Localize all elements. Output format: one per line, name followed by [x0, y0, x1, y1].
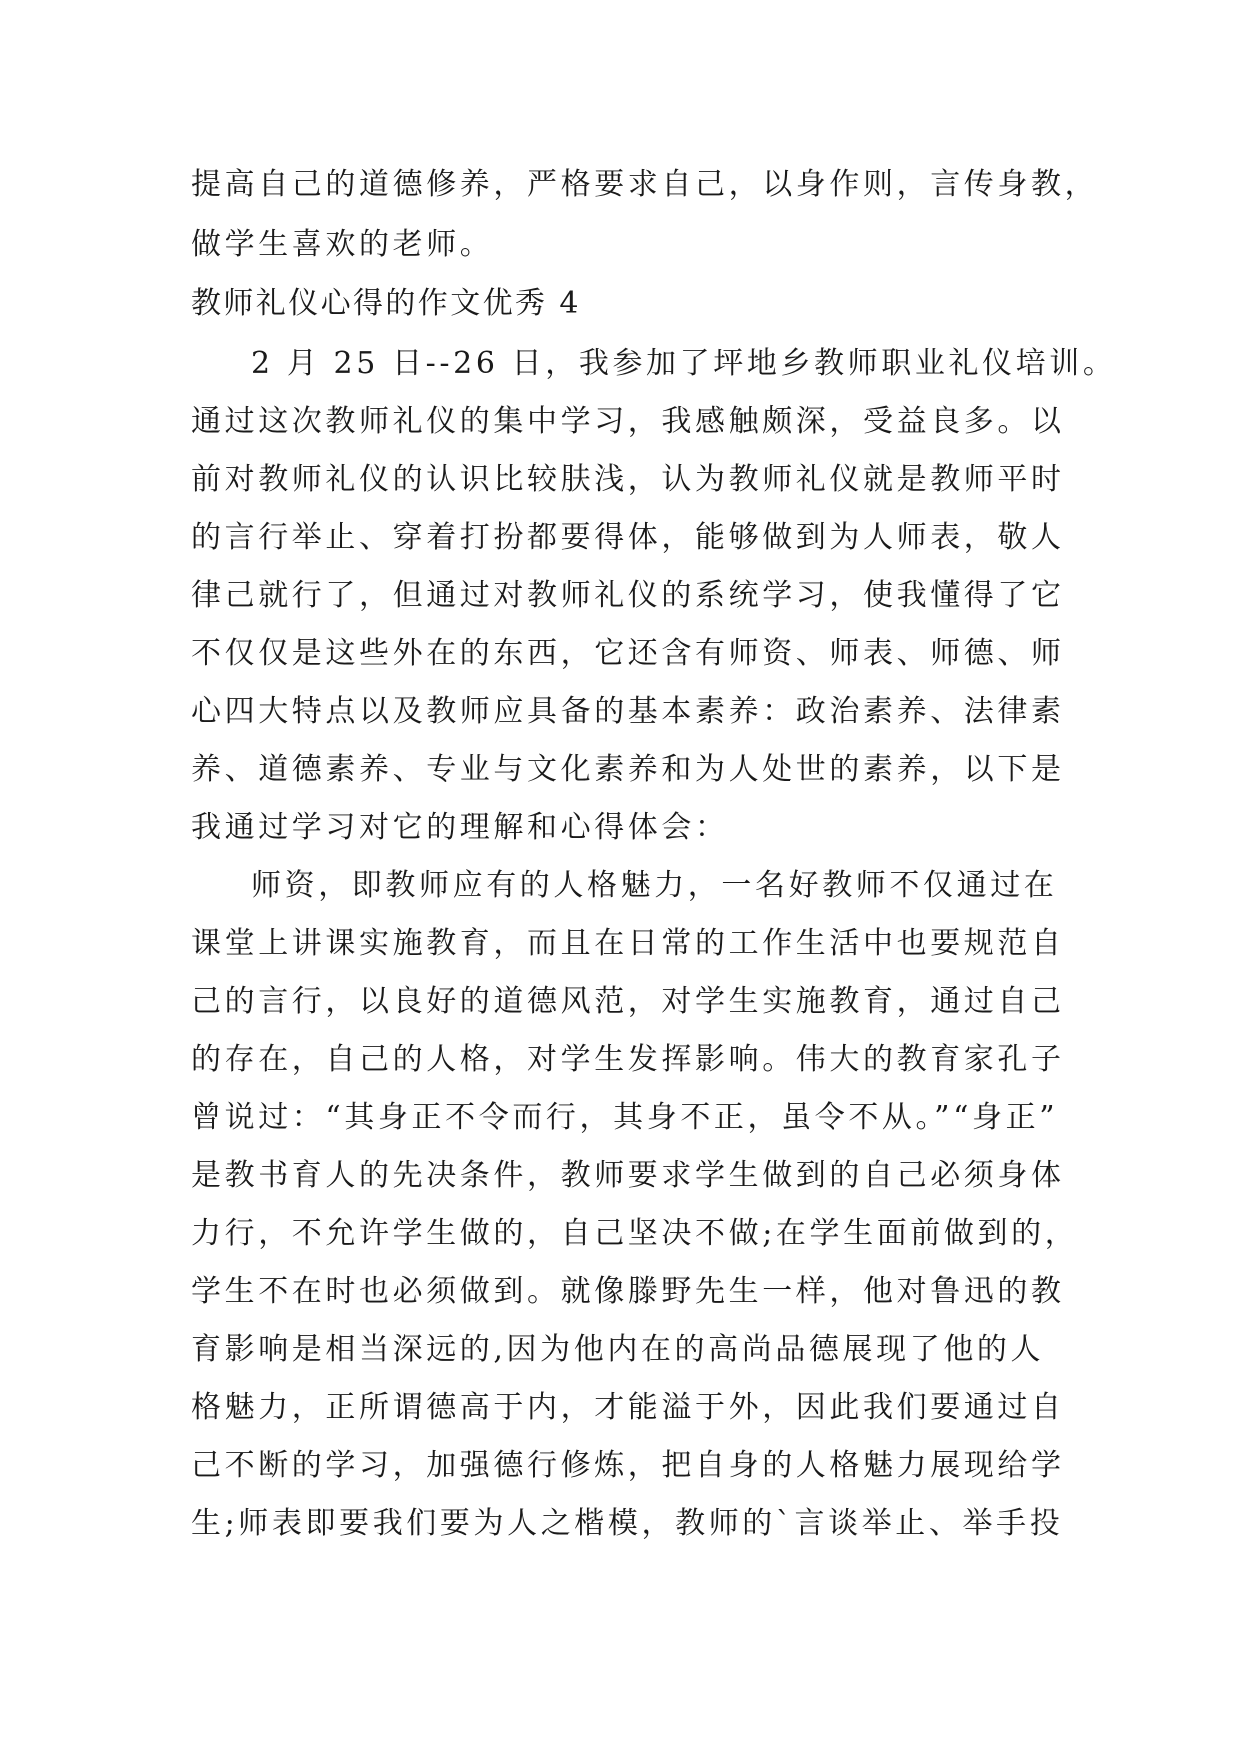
paragraph-line: 不仅仅是这些外在的东西，它还含有师资、师表、师德、师: [191, 636, 1065, 671]
paragraph-line: 养、道德素养、专业与文化素养和为人处世的素养，以下是: [191, 752, 1065, 787]
paragraph-line: 师资，即教师应有的人格魅力，一名好教师不仅通过在: [251, 868, 1058, 903]
paragraph-line: 前对教师礼仪的认识比较肤浅，认为教师礼仪就是教师平时: [191, 462, 1065, 497]
paragraph-line: 曾说过：“其身正不令而行，其身不正，虽令不从。”“身正”: [191, 1100, 1059, 1135]
paragraph-line: 2 月 25 日--26 日，我参加了坪地乡教师职业礼仪培训。: [251, 346, 1117, 381]
paragraph-line: 通过这次教师礼仪的集中学习，我感触颇深，受益良多。以: [191, 404, 1065, 439]
paragraph-line: 课堂上讲课实施教育，而且在日常的工作生活中也要规范自: [191, 926, 1065, 961]
paragraph-line: 我通过学习对它的理解和心得体会：: [191, 810, 729, 845]
paragraph-line: 做学生喜欢的老师。: [191, 227, 494, 262]
paragraph-line: 格魅力，正所谓德高于内，才能溢于外，因此我们要通过自: [191, 1390, 1065, 1425]
paragraph-line: 学生不在时也必须做到。就像滕野先生一样，他对鲁迅的教: [191, 1274, 1065, 1309]
paragraph-line: 是教书育人的先决条件，教师要求学生做到的自己必须身体: [191, 1158, 1065, 1193]
section-heading: 教师礼仪心得的作文优秀 4: [191, 286, 581, 321]
paragraph-line: 心四大特点以及教师应具备的基本素养：政治素养、法律素: [191, 694, 1065, 729]
paragraph-line: 提高自己的道德修养，严格要求自己，以身作则，言传身教，: [191, 167, 1099, 202]
paragraph-line: 律己就行了，但通过对教师礼仪的系统学习，使我懂得了它: [191, 578, 1065, 613]
paragraph-line: 力行，不允许学生做的，自己坚决不做;在学生面前做到的，: [191, 1216, 1079, 1251]
paragraph-line: 己不断的学习，加强德行修炼，把自身的人格魅力展现给学: [191, 1448, 1065, 1483]
paragraph-line: 育影响是相当深远的,因为他内在的高尚品德展现了他的人: [191, 1332, 1045, 1367]
paragraph-line: 己的言行，以良好的道德风范，对学生实施教育，通过自己: [191, 984, 1065, 1019]
paragraph-line: 生;师表即要我们要为人之楷模，教师的`言谈举止、举手投: [191, 1506, 1064, 1541]
paragraph-line: 的存在，自己的人格，对学生发挥影响。伟大的教育家孔子: [191, 1042, 1065, 1077]
paragraph-line: 的言行举止、穿着打扮都要得体，能够做到为人师表，敬人: [191, 520, 1065, 555]
